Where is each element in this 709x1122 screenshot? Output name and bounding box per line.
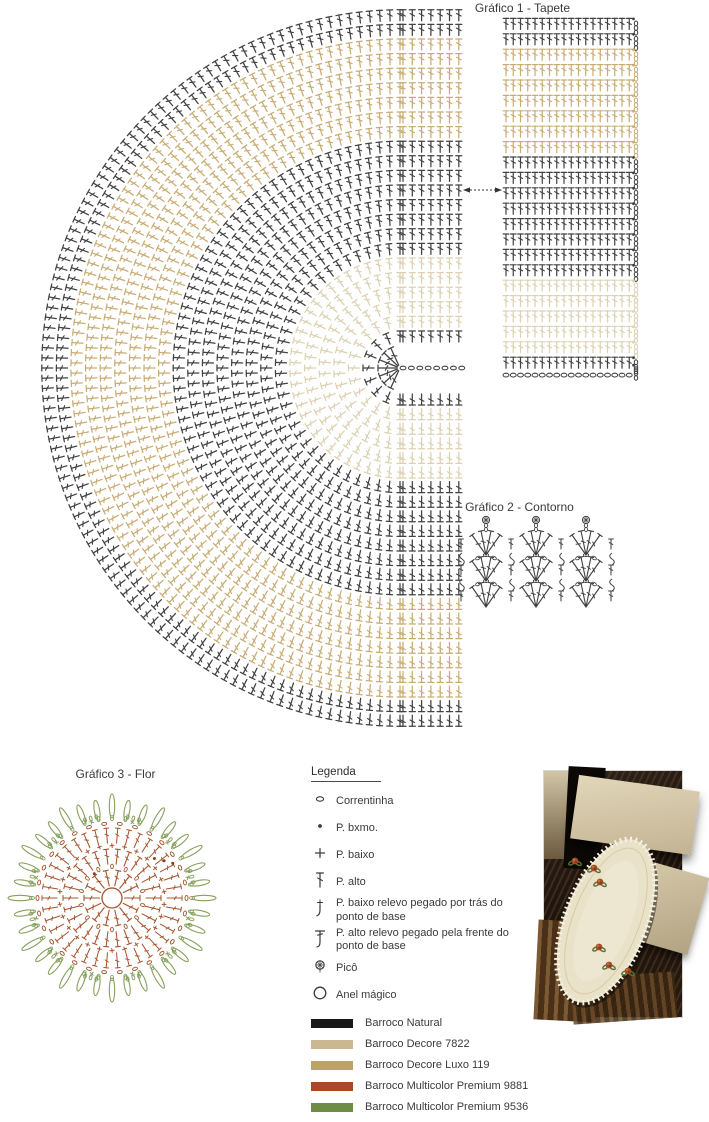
- finished-rug-photo: [543, 770, 683, 1018]
- yarn-color-list: [311, 1017, 539, 1113]
- legend-symbol-list: [311, 789, 539, 1008]
- front-post-double-crochet-icon: [311, 928, 329, 948]
- yarn-color-label: Barroco Decore 7822: [365, 1038, 470, 1050]
- magic-ring-icon: [311, 983, 329, 1003]
- single-crochet-icon-wrap: [311, 843, 329, 868]
- yarn-color-row: [311, 1017, 539, 1029]
- legend-symbol-row: [311, 983, 539, 1008]
- yarn-color-row: [311, 1059, 539, 1071]
- legend-symbol-row: [311, 870, 539, 895]
- legend-symbol-label: Anel mágico: [336, 989, 532, 1003]
- legend-panel: [311, 766, 539, 1122]
- yarn-color-swatch: [311, 1103, 353, 1112]
- grafico-3-flor-chart: [8, 788, 218, 1020]
- single-crochet-icon: [311, 843, 329, 863]
- chain-icon: [311, 789, 329, 809]
- grafico-1-title: Gráfico 1 - Tapete: [440, 1, 605, 15]
- double-crochet-icon: [311, 870, 329, 890]
- crochet-rug-image: [544, 829, 678, 1013]
- legend-symbol-row: [311, 927, 539, 955]
- magic-ring-icon-wrap: [311, 983, 329, 1008]
- legend-symbol-label: P. alto relevo pegado pela frente do ponto de base: [336, 927, 532, 955]
- yarn-color-swatch: [311, 1040, 353, 1049]
- legend-symbol-label: P. bxmo.: [336, 822, 532, 836]
- legend-symbol-row: [311, 843, 539, 868]
- legend-title: Legenda: [311, 766, 381, 782]
- front-post-double-crochet-icon-wrap: [311, 928, 329, 953]
- legend-symbol-label: P. baixo relevo pegado por trás do ponto de base: [336, 897, 532, 925]
- yarn-color-swatch: [311, 1061, 353, 1070]
- yarn-color-row: [311, 1080, 539, 1092]
- yarn-color-label: Barroco Multicolor Premium 9536: [365, 1101, 528, 1113]
- yarn-color-label: Barroco Natural: [365, 1017, 442, 1029]
- back-post-single-crochet-icon-wrap: [311, 898, 329, 923]
- legend-symbol-label: P. baixo: [336, 849, 532, 863]
- double-crochet-icon-wrap: [311, 870, 329, 895]
- grafico-2-title: Gráfico 2 - Contorno: [437, 500, 602, 514]
- legend-symbol-row: [311, 956, 539, 981]
- legend-symbol-row: [311, 789, 539, 814]
- chain-icon-wrap: [311, 789, 329, 814]
- yarn-color-row: [311, 1101, 539, 1113]
- legend-symbol-label: Picô: [336, 962, 532, 976]
- back-post-single-crochet-icon: [311, 898, 329, 918]
- grafico-2-contorno-chart: [455, 513, 620, 608]
- yarn-color-swatch: [311, 1019, 353, 1028]
- grafico-3-title: Gráfico 3 - Flor: [33, 767, 198, 781]
- legend-symbol-row: [311, 897, 539, 925]
- slip-stitch-icon-wrap: [311, 816, 329, 841]
- yarn-color-row: [311, 1038, 539, 1050]
- yarn-color-swatch: [311, 1082, 353, 1091]
- picot-icon: [311, 956, 329, 976]
- legend-symbol-label: P. alto: [336, 876, 532, 890]
- yarn-color-label: Barroco Decore Luxo 119: [365, 1059, 490, 1071]
- yarn-color-label: Barroco Multicolor Premium 9881: [365, 1080, 528, 1092]
- legend-symbol-row: [311, 816, 539, 841]
- picot-icon-wrap: [311, 956, 329, 981]
- legend-symbol-label: Correntinha: [336, 795, 532, 809]
- slip-stitch-icon: [311, 816, 329, 836]
